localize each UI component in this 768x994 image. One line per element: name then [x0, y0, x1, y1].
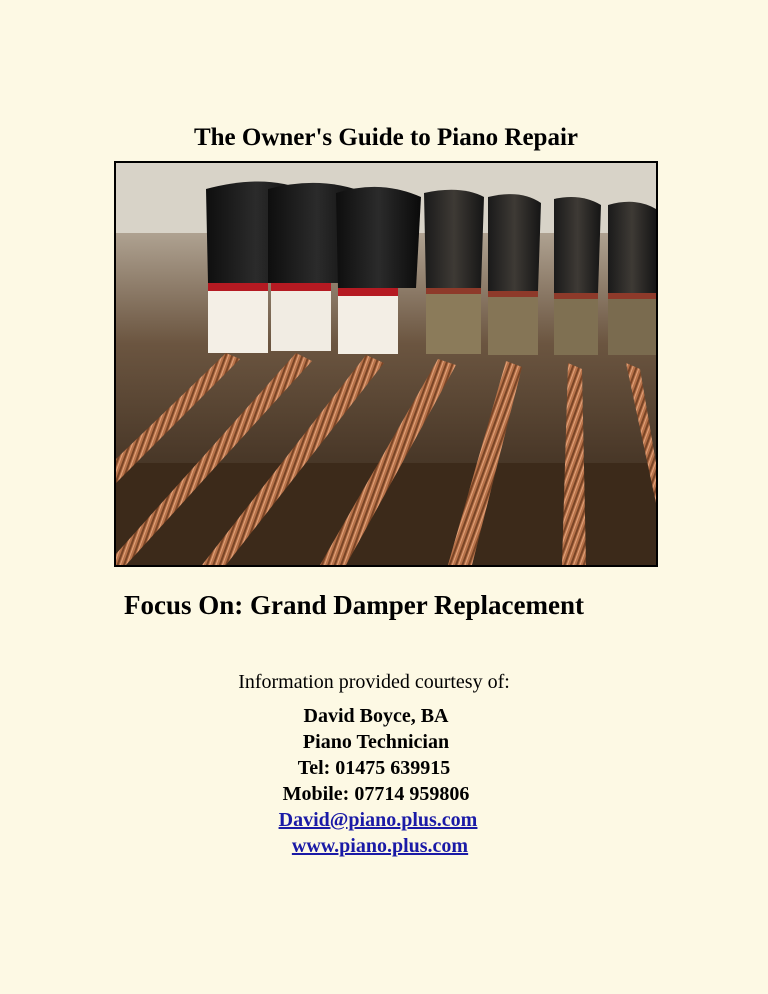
website-link-text[interactable]: www.piano.plus.com: [291, 835, 469, 857]
contact-role: Piano Technician: [302, 731, 450, 753]
focus-heading: Focus On: Grand Damper Replacement: [124, 590, 584, 620]
contact-email-link[interactable]: [0, 809, 768, 832]
page-title: The Owner's Guide to Piano Repair: [193, 124, 579, 151]
damper-photo: [114, 161, 658, 567]
contact-name: David Boyce, BA: [303, 705, 449, 727]
contact-website-link[interactable]: [0, 835, 768, 858]
contact-telephone: Tel: 01475 639915: [297, 757, 451, 779]
email-link-text[interactable]: David@piano.plus.com: [278, 809, 478, 831]
damper-photo-image: [116, 163, 656, 565]
damper-blocks: [206, 181, 656, 355]
contact-mobile: Mobile: 07714 959806: [282, 783, 470, 805]
courtesy-line: Information provided courtesy of:: [238, 671, 510, 693]
